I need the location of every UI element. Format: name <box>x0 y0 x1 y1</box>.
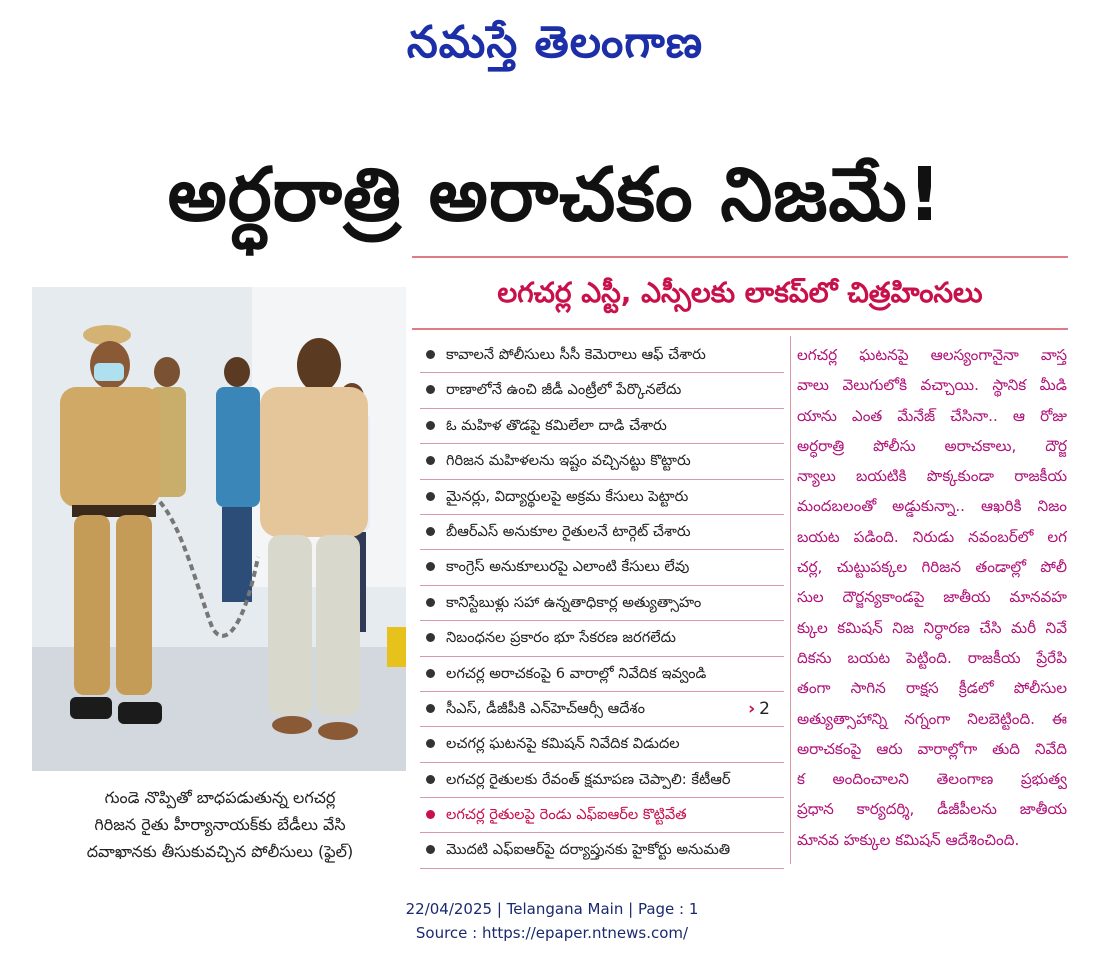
news-photo <box>32 287 406 771</box>
bullet-dot-icon <box>426 704 435 713</box>
body-line: అర్ధరాత్రి పోలీసు అరాచకాలు, దౌర్జ <box>797 436 1067 455</box>
article-body <box>797 340 1067 855</box>
bullet-item: బీఆర్‌ఎస్ అనుకూల రైతులనే టార్గెట్ చేశారు <box>420 515 784 550</box>
bullet-item: మొదటి ఎఫ్ఐఆర్‌పై దర్యాప్తునకు హైకోర్టు అనుమతి <box>420 833 784 868</box>
bullet-dot-icon <box>426 775 435 784</box>
bullet-dot-icon <box>426 456 435 465</box>
body-line: యాను ఎంత మేనేజ్ చేసినా.. ఆ రోజు <box>797 406 1067 425</box>
bullet-item: మైనర్లు, విద్యార్థులపై అక్రమ కేసులు పెట్టారు <box>420 480 784 515</box>
body-line: మందబలంతో అడ్డుకున్నా.. ఆఖరికి నిజం <box>797 497 1067 516</box>
chevron-right-icon: › <box>748 698 756 719</box>
column-divider <box>790 336 791 864</box>
bullet-item: లగచర్ల రైతులకు రేవంత్ క్షమాపణ చెప్పాలి: కేటీఆర్ <box>420 763 784 798</box>
bullet-list <box>420 338 784 869</box>
bullet-dot-icon <box>426 669 435 678</box>
bullet-item: ఓ మహిళ తొడపై కమిలేలా దాడి చేశారు <box>420 409 784 444</box>
bullet-dot-icon <box>426 492 435 501</box>
bullet-dot-icon <box>426 385 435 394</box>
subhead-rule-bottom <box>412 328 1068 330</box>
body-line: సుల దౌర్జన్యకాండపై జాతీయ మానవహ <box>797 588 1067 607</box>
body-line: వాలు వెలుగులోకి వచ్చాయి. స్థానిక మీడి <box>797 376 1067 395</box>
bullet-dot-icon <box>426 350 435 359</box>
body-line: క్కుల కమిషన్ నిజ నిర్ధారణ చేసి మరీ నివే <box>797 618 1067 637</box>
photo-illustration <box>32 287 406 771</box>
bullet-item: కావాలనే పోలీసులు సీసీ కెమెరాలు ఆఫ్ చేశారు <box>420 338 784 373</box>
body-line: లగచర్ల ఘటనపై ఆలస్యంగానైనా వాస్త <box>797 346 1067 364</box>
body-line: న్యాలు బయటికి పొక్కకుండా రాజకీయ <box>797 467 1067 486</box>
bullet-dot-icon <box>426 421 435 430</box>
body-line: అత్యుత్సాహాన్ని నగ్నంగా నిలబెట్టింది. ఈ <box>797 709 1067 728</box>
body-line: దికను బయట పెట్టింది. రాజకీయ ప్రేరేపి <box>797 648 1067 667</box>
bullet-item: కాంగ్రెస్ అనుకూలురపై ఎలాంటి కేసులు లేవు <box>420 550 784 585</box>
body-line: ప్రధాన కార్యదర్శి, డీజీపీలను జాతీయ <box>797 800 1067 819</box>
bullet-item: సీఎస్, డీజీపీకి ఎన్‌హెచ్‌ఆర్సీ ఆదేశం › 2 <box>420 692 784 727</box>
photo-caption <box>50 784 390 865</box>
body-line: బయట పడింది. నిరుడు నవంబర్‌లో లగ <box>797 527 1067 546</box>
bullet-dot-icon <box>426 562 435 571</box>
bullet-item: కానిస్టేబుళ్లు సహా ఉన్నతాధికార్ల అత్యుత్సాహం <box>420 586 784 621</box>
bullet-dot-icon <box>426 739 435 748</box>
bullet-dot-icon <box>426 633 435 642</box>
page-jump[interactable]: › 2 <box>748 698 770 719</box>
body-line: చర్ల, చుట్టుపక్కల గిరిజన తండాల్లో పోలీ <box>797 558 1067 577</box>
bullet-dot-icon <box>426 810 435 819</box>
bullet-dot-icon <box>426 598 435 607</box>
footer-source-link[interactable]: Source : https://epaper.ntnews.com/ <box>415 924 689 942</box>
subheadline: లగచర్ల ఎస్టీ, ఎస్సీలకు లాకప్‌లో చిత్రహింసలు <box>497 276 983 309</box>
subhead-rule-top <box>412 256 1068 258</box>
footer-date-edition: 22/04/2025 | Telangana Main | Page : 1 <box>405 900 699 918</box>
newspaper-masthead: నమస్తే తెలంగాణ <box>406 17 704 68</box>
bullet-item: లచగర్ల ఘటనపై కమిషన్ నివేదిక విడుదల <box>420 727 784 762</box>
bullet-item: నిబంధనల ప్రకారం భూ సేకరణ జరగలేదు <box>420 621 784 656</box>
caption-line: దవాఖానకు తీసుకువచ్చిన పోలీసులు (ఫైల్) <box>86 842 354 861</box>
body-line: అరాచకంపై ఆరు వారాల్లోగా తుది నివేది <box>797 739 1067 758</box>
bullet-item-highlight: లగచర్ల రైతులపై రెండు ఎఫ్ఐఆర్‌ల కొట్టివేత <box>420 798 784 833</box>
bullet-item: గిరిజన మహిళలను ఇష్టం వచ్చినట్టు కొట్టారు <box>420 444 784 479</box>
bullet-dot-icon <box>426 845 435 854</box>
body-line: క అందించాలని తెలంగాణ ప్రభుత్వ <box>797 770 1067 789</box>
body-line: మానవ హక్కుల కమిషన్ ఆదేశించింది. <box>797 830 1020 849</box>
caption-line: గిరిజన రైతు హీర్యానాయక్‌కు బేడీలు వేసి <box>94 815 346 834</box>
headline: అర్ధరాత్రి అరాచకం నిజమే! <box>167 152 943 238</box>
caption-line: గుండె నొప్పితో బాధపడుతున్న లగచర్ల <box>104 788 336 807</box>
bullet-dot-icon <box>426 527 435 536</box>
body-line: తంగా సాగిన రాక్షస క్రీడలో పోలీసుల <box>797 679 1067 698</box>
bullet-item: లగచర్ల అరాచకంపై 6 వారాల్లో నివేదిక ఇవ్వండి <box>420 657 784 692</box>
bullet-item: రాణాలోనే ఉంచి జీడీ ఎంట్రీలో పేర్కొనలేదు <box>420 373 784 408</box>
